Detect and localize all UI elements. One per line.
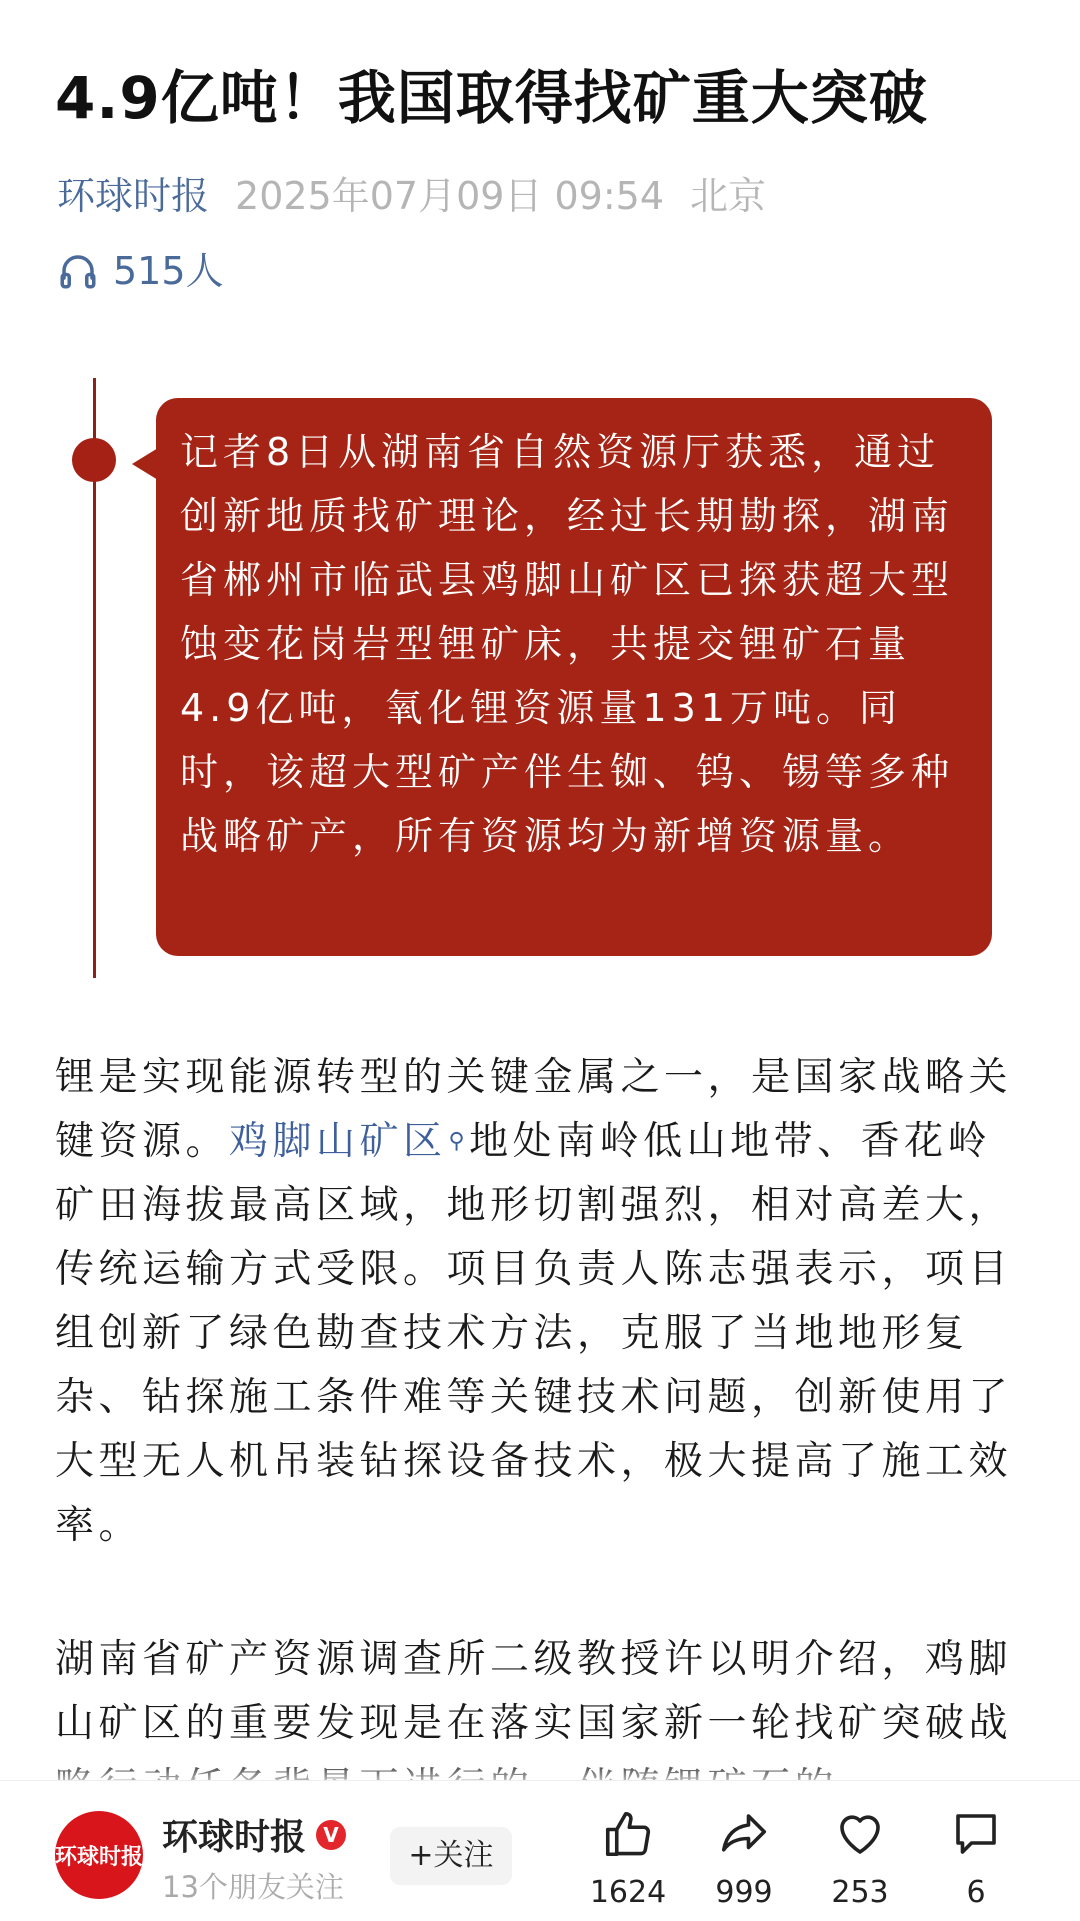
article-title: 4.9亿吨！我国取得找矿重大突破 [55,64,928,132]
thumbs-up-icon [601,1807,655,1861]
share-count: 999 [715,1875,773,1910]
article-paragraph: 湖南省矿产资源调查所二级教授许以明介绍，鸡脚山矿区的重要发现是在落实国家新一轮找矿突破战 [55,1637,1013,1746]
paragraph-text: 地处南岭低山地带、香花岭矿田海拔最高区域，地形切割强烈，相对高差大，传统运输方式受限。项目负责人陈志强表示，项目组创新了绿色勘查技术方法，克服了当地地形复杂、钻探施工条件难等关键技术问题，创新使用了大型无人机吊装钻探设备技术，极大提高了施工效率。 [55,1119,1013,1548]
bubble-pointer [132,448,158,480]
timeline-dot [72,438,116,482]
friends-following: 13个朋友关注 [162,1870,344,1904]
account-name[interactable] [162,1809,346,1860]
comment-count: 6 [966,1875,986,1910]
article-paragraph [55,1046,1030,1558]
listen-count[interactable] [57,245,224,297]
paragraph-text: 锂是实现能源转型的关键金属之一，是国家战略关键资源。 [55,1055,1013,1164]
like-count: 1624 [589,1875,667,1910]
highlight-bubble: 记者8日从湖南省自然资源厅获悉，通过创新地质找矿理论，经过长期勘探，湖南省郴州市临武县鸡脚山矿区已探获超大型蚀变花岗岩型锂矿床，共提交锂矿石量4.9亿吨，氧化锂资源量131万吨。同时，该超大型矿产伴生铷、钨、锡等多种战略矿产，所有资源均为新增资源量。 [156,398,992,956]
avatar[interactable] [55,1811,143,1899]
follow-button[interactable]: +关注 [390,1827,512,1885]
listener-count-label: 515人 [113,249,224,293]
like-button[interactable] [578,1807,678,1910]
favorite-button[interactable] [810,1807,910,1910]
avatar-logo-text: 环球时报 [55,1844,143,1870]
favorite-count: 253 [831,1875,889,1910]
comment-icon [949,1807,1003,1861]
heart-icon [833,1807,887,1861]
search-icon[interactable]: ⚲ [448,1129,470,1154]
bottom-action-bar [0,1780,1080,1921]
article-location: 北京 [690,174,767,218]
article-source[interactable]: 环球时报 [57,174,210,218]
share-arrow-icon [717,1807,771,1861]
verified-badge: V [316,1820,346,1850]
share-button[interactable] [694,1807,794,1910]
headphones-icon [57,250,99,292]
article-datetime: 2025年07月09日 09:54 [235,174,665,218]
entity-link[interactable]: 鸡脚山矿区 [229,1119,447,1164]
article-meta [57,170,766,222]
account-name-text: 环球时报 [162,1817,307,1858]
comment-button[interactable] [926,1807,1026,1910]
